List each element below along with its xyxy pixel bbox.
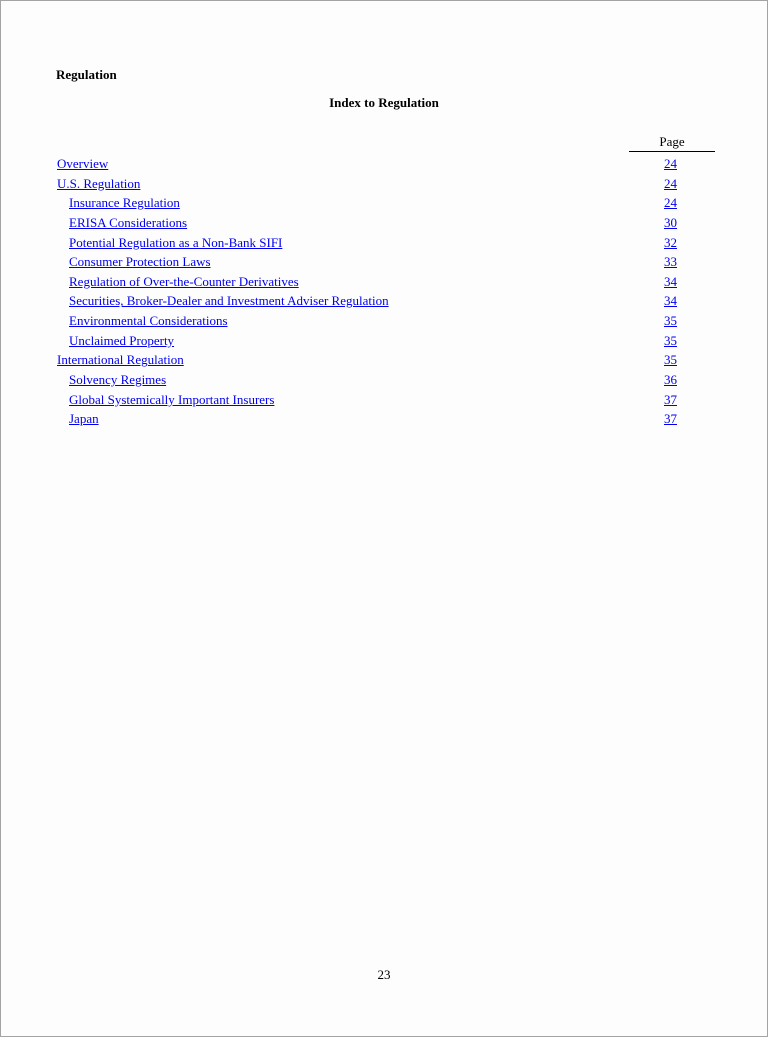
toc-page-link[interactable]: 34: [664, 293, 677, 309]
toc-entry-link[interactable]: ERISA Considerations: [69, 214, 188, 230]
toc-entry-link[interactable]: Securities, Broker-Dealer and Investment Adviser Regulation: [69, 293, 389, 309]
toc-row: [1, 272, 767, 292]
toc-entry-link[interactable]: Consumer Protection Laws: [69, 254, 211, 270]
toc-entry-link[interactable]: Global Systemically Important Insurers: [69, 391, 275, 407]
toc-page-link[interactable]: 35: [664, 313, 677, 329]
toc-row: [1, 390, 767, 410]
toc-page-link[interactable]: 30: [664, 214, 677, 230]
toc-row: [1, 233, 767, 253]
toc-page-link[interactable]: 24: [664, 175, 677, 191]
toc-row: [1, 311, 767, 331]
toc-page-link[interactable]: 35: [664, 332, 677, 348]
toc-page-link[interactable]: 37: [664, 411, 677, 427]
toc-page-link[interactable]: 24: [664, 195, 677, 211]
toc-page-link[interactable]: 37: [664, 391, 677, 407]
toc-row: [1, 252, 767, 272]
page-column-header: Page: [629, 134, 715, 152]
toc-entry-link[interactable]: U.S. Regulation: [57, 175, 141, 191]
toc-row: [1, 213, 767, 233]
toc-entry-link[interactable]: Insurance Regulation: [69, 195, 180, 211]
toc-entry-link[interactable]: Regulation of Over-the-Counter Derivatives: [69, 273, 299, 289]
toc-page-link[interactable]: 24: [664, 156, 677, 171]
toc-row: [1, 193, 767, 213]
toc-page-link[interactable]: 35: [664, 352, 677, 368]
section-heading: Regulation: [56, 67, 117, 82]
toc-row: [1, 154, 767, 174]
toc-row: [1, 331, 767, 351]
toc-row: [1, 350, 767, 370]
toc-entry-link[interactable]: International Regulation: [57, 352, 184, 368]
toc-page-link[interactable]: 32: [664, 234, 677, 250]
toc-row: [1, 291, 767, 311]
index-title: Index to Regulation: [329, 95, 439, 110]
toc-list: [1, 154, 767, 429]
toc-entry-link[interactable]: Environmental Considerations: [69, 313, 228, 329]
toc-row: [1, 370, 767, 390]
footer-page-number: 23: [377, 967, 391, 982]
toc-row: [1, 409, 767, 429]
toc-entry-link[interactable]: Unclaimed Property: [69, 332, 175, 348]
toc-page-link[interactable]: 36: [664, 372, 677, 388]
toc-entry-link[interactable]: Japan: [69, 411, 99, 427]
toc-row: [1, 174, 767, 194]
toc-entry-link[interactable]: Solvency Regimes: [69, 372, 167, 388]
toc-entry-link[interactable]: Potential Regulation as a Non-Bank SIFI: [69, 234, 283, 250]
toc-page-link[interactable]: 34: [664, 273, 677, 289]
toc-entry-link[interactable]: Overview: [57, 156, 109, 171]
toc-page-link[interactable]: 33: [664, 254, 677, 270]
